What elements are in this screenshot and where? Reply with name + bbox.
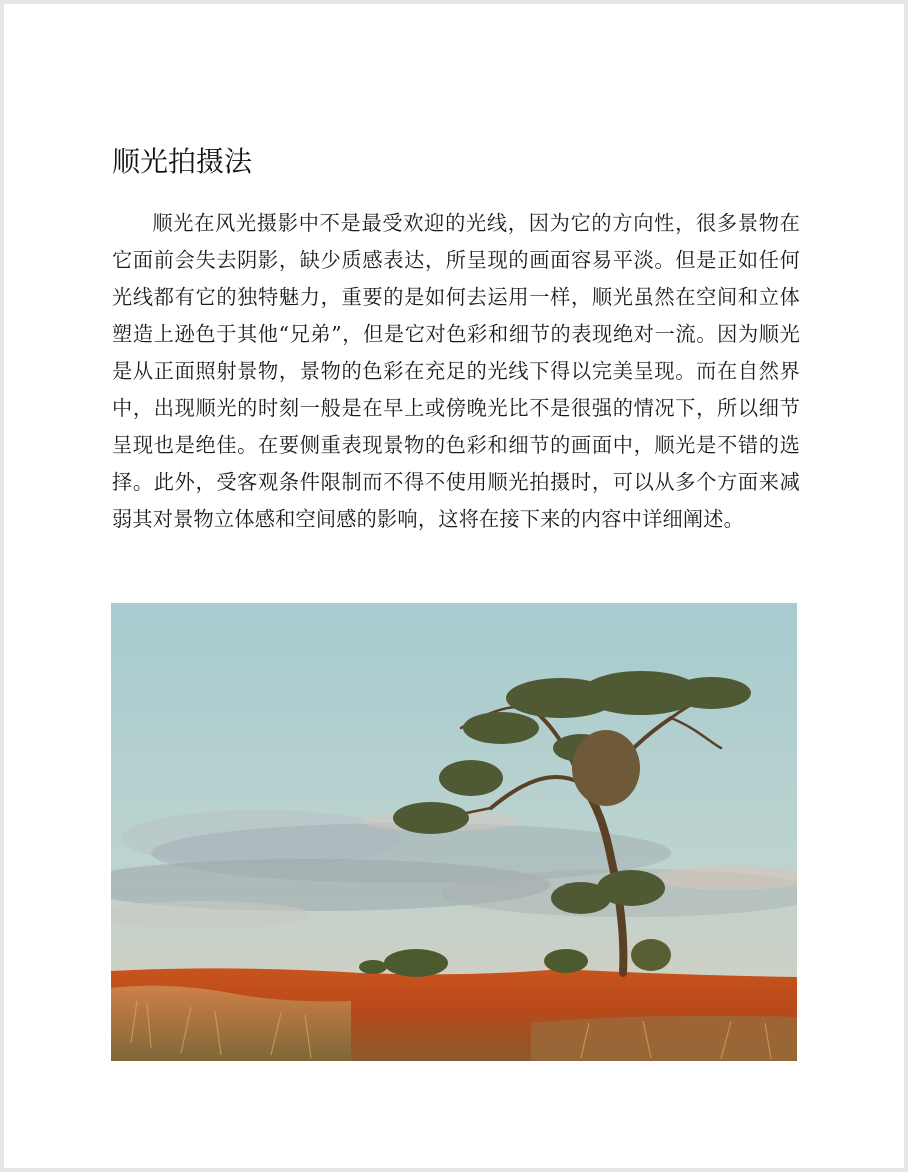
grass-right (531, 1016, 797, 1061)
document-page (4, 4, 904, 1168)
page-title: 顺光拍摄法 (112, 145, 253, 178)
body-paragraph: 顺光在风光摄影中不是最受欢迎的光线，因为它的方向性，很多景物在它面前会失去阴影，缺少质感表达，所呈现的画面容易平淡。但是正如任何光线都有它的独特魅力，重要的是如何去运用一样，顺光虽然在空间和立体塑造上逊色于其他“兄弟”，但是它对色彩和细节的表现绝对一流。因为顺光是从正面照射景物，景物的色彩在充足的光线下得以完美呈现。而在自然界中，出现顺光的时刻一般是在早上或傍晚光比不是很强的情况下，所以细节呈现也是绝佳。在要侧重表现景物的色彩和细节的画面中，顺光是不错的选择。此外，受客观条件限制而不得不使用顺光拍摄时，可以从多个方面来减弱其对景物立体感和空间感的影响，这将在接下来的内容中详细阐述。 (112, 211, 800, 531)
weaver-nest (572, 730, 640, 806)
landscape-photo (111, 603, 797, 1061)
